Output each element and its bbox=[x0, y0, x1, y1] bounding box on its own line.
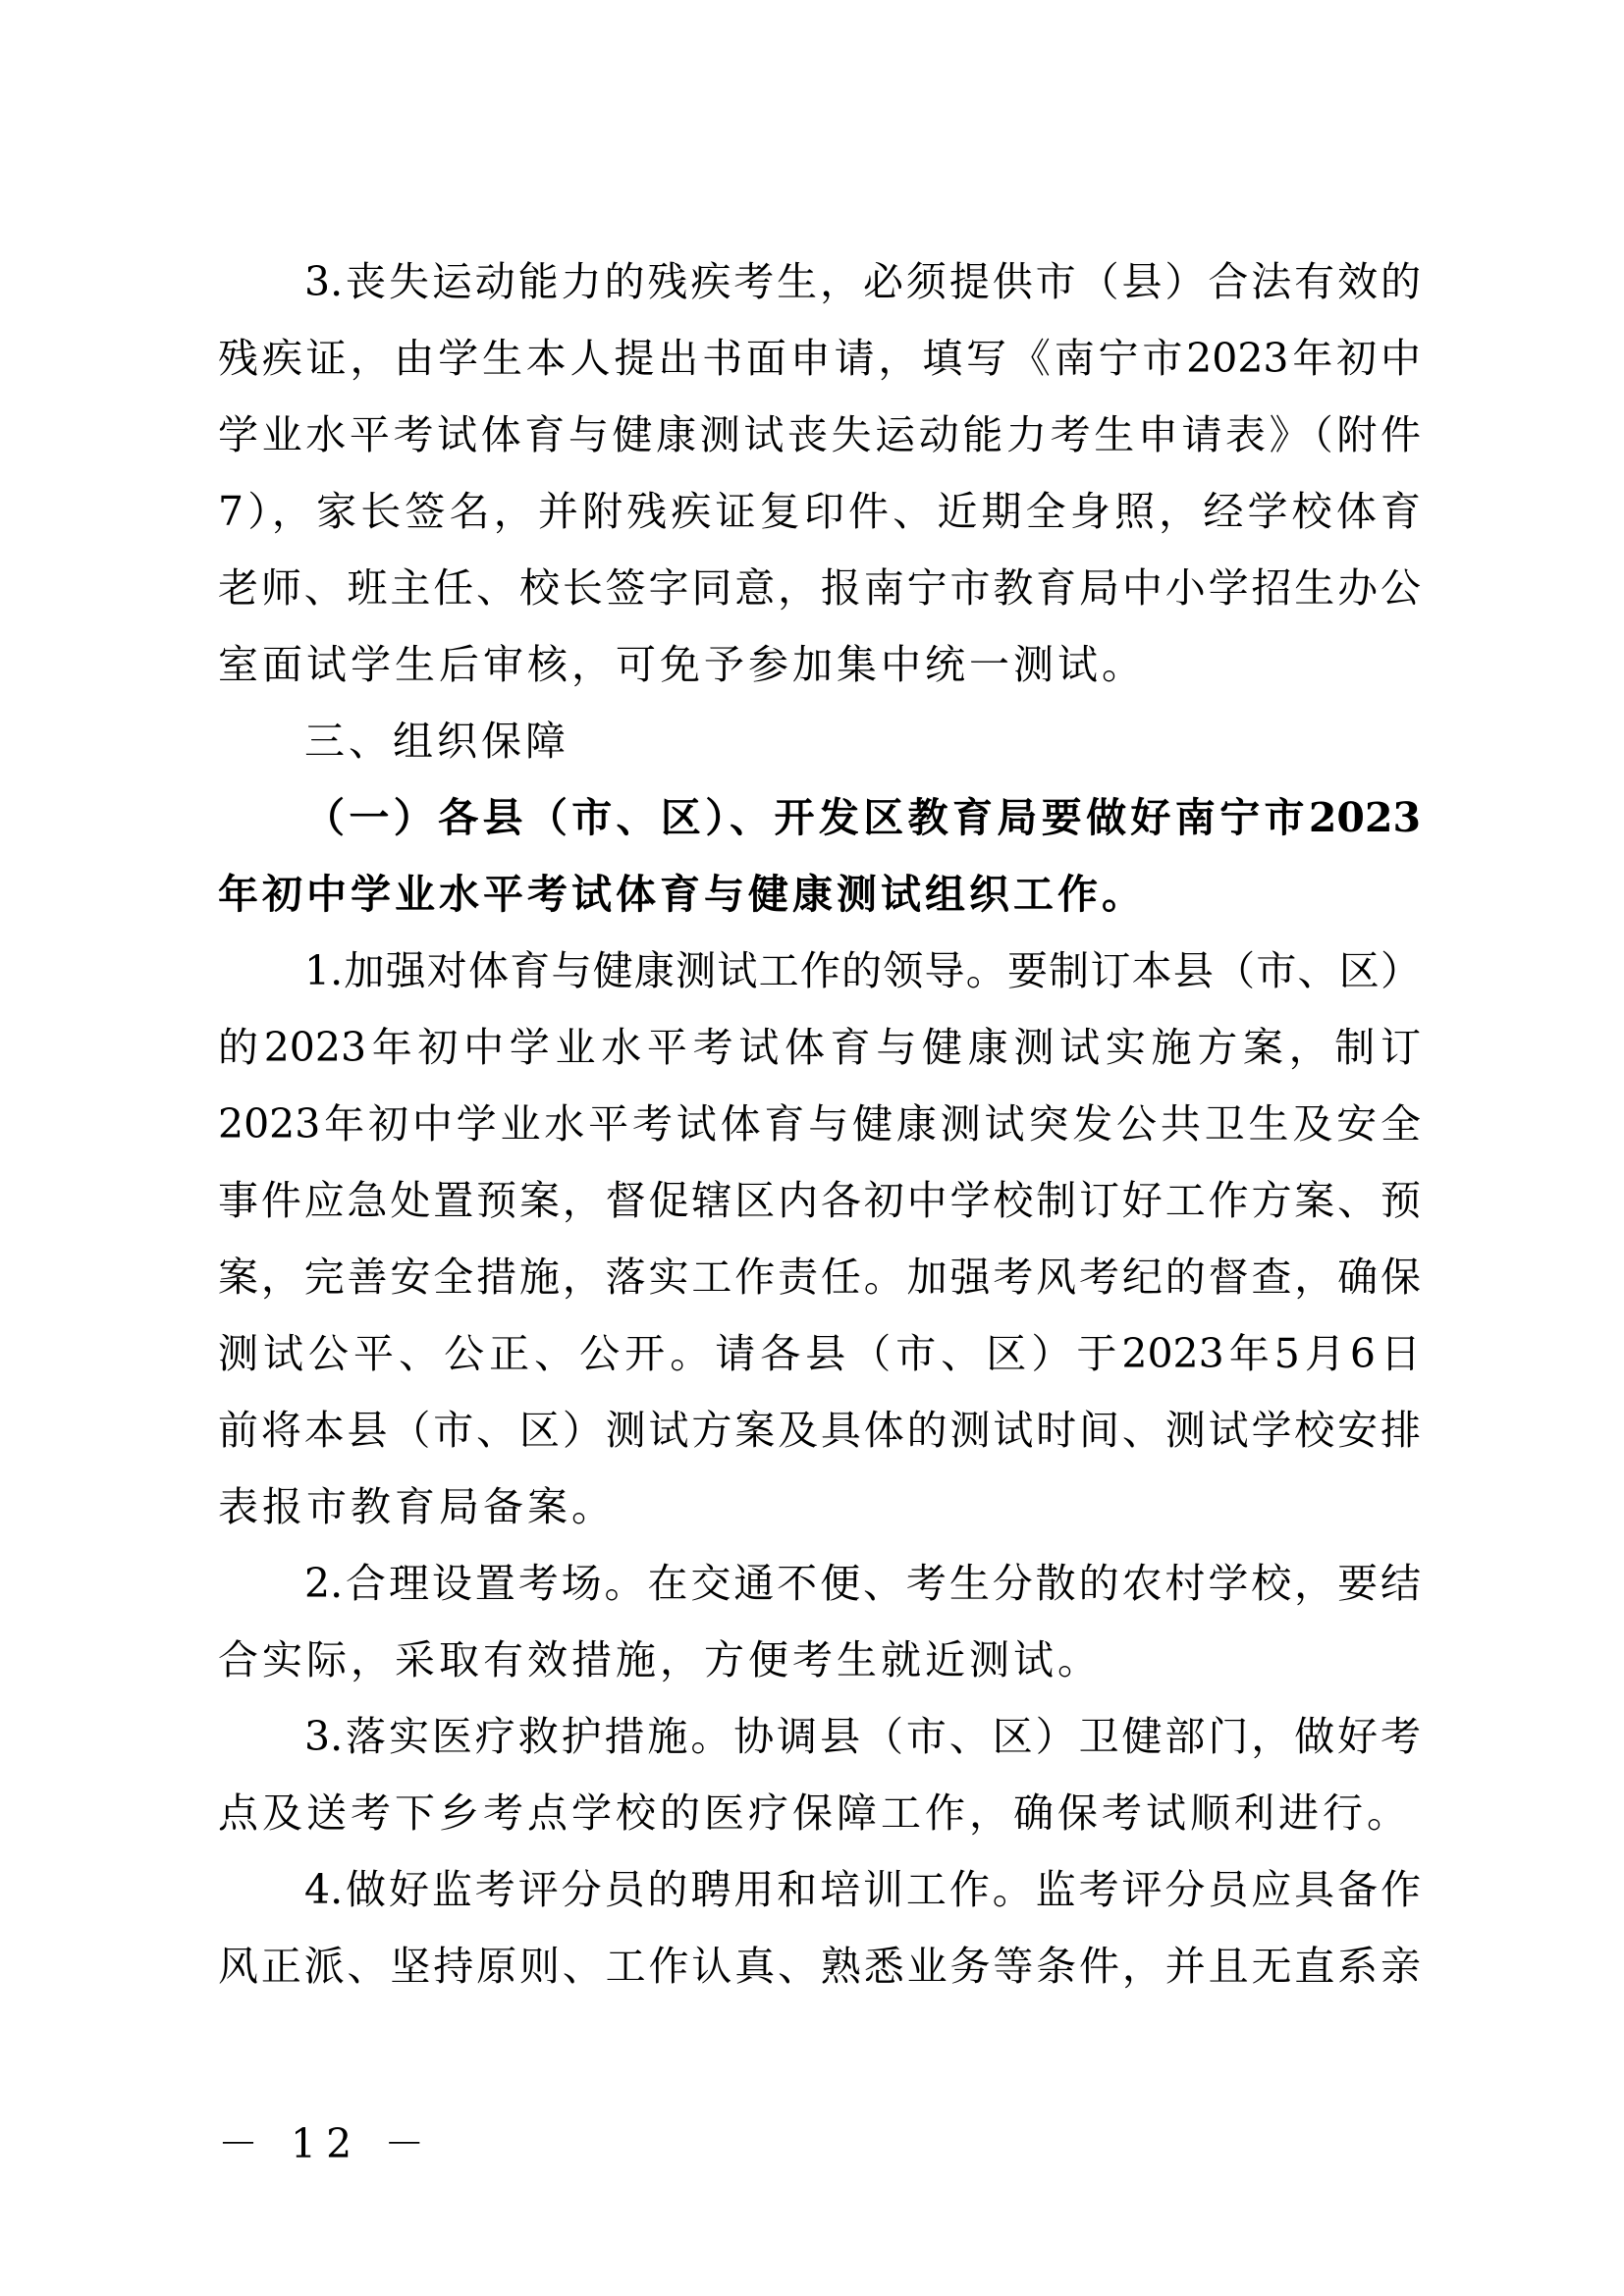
text-line: 三、组织保障 bbox=[304, 718, 569, 765]
text-line: 前将本县（市、区）测试方案及具体的测试时间、测试学校安排 bbox=[218, 1407, 1421, 1454]
text-line: 点及送考下乡考点学校的医疗保障工作，确保考试顺利进行。 bbox=[218, 1789, 1411, 1837]
text-line: 年初中学业水平考试体育与健康测试组织工作。 bbox=[218, 871, 1146, 918]
text-line: 残疾证，由学生本人提出书面申请，填写《南宁市2023年初中 bbox=[218, 335, 1421, 382]
text-line: 3.丧失运动能力的残疾考生，必须提供市（县）合法有效的 bbox=[304, 258, 1421, 305]
text-line: 测试公平、公正、公开。请各县（市、区）于2023年5月6日 bbox=[218, 1330, 1421, 1377]
page-number: － 12 － bbox=[218, 2120, 435, 2167]
document-body bbox=[218, 243, 1421, 2004]
text-line: 事件应急处置预案，督促辖区内各初中学校制订好工作方案、预 bbox=[218, 1177, 1421, 1224]
text-line: （一）各县（市、区）、开发区教育局要做好南宁市2023 bbox=[304, 794, 1421, 841]
text-line: 4.做好监考评分员的聘用和培训工作。监考评分员应具备作 bbox=[304, 1866, 1421, 1913]
text-line: 2023年初中学业水平考试体育与健康测试突发公共卫生及安全 bbox=[218, 1100, 1421, 1148]
text-line: 老师、班主任、校长签字同意，报南宁市教育局中小学招生办公 bbox=[218, 564, 1421, 612]
text-line: 1.加强对体育与健康测试工作的领导。要制订本县（市、区） bbox=[304, 947, 1421, 994]
text-line: 学业水平考试体育与健康测试丧失运动能力考生申请表》（附件 bbox=[218, 411, 1421, 458]
text-line: 室面试学生后审核，可免予参加集中统一测试。 bbox=[218, 641, 1146, 688]
text-line: 7），家长签名，并附残疾证复印件、近期全身照，经学校体育 bbox=[218, 488, 1421, 535]
text-line: 合实际，采取有效措施，方便考生就近测试。 bbox=[218, 1636, 1102, 1683]
text-line: 2.合理设置考场。在交通不便、考生分散的农村学校，要结 bbox=[304, 1560, 1421, 1607]
text-line: 的2023年初中学业水平考试体育与健康测试实施方案，制订 bbox=[218, 1024, 1421, 1071]
text-line: 风正派、坚持原则、工作认真、熟悉业务等条件，并且无直系亲 bbox=[218, 1943, 1421, 1990]
text-line: 案，完善安全措施，落实工作责任。加强考风考纪的督查，确保 bbox=[218, 1254, 1421, 1301]
text-line: 表报市教育局备案。 bbox=[218, 1483, 616, 1530]
text-line: 3.落实医疗救护措施。协调县（市、区）卫健部门，做好考 bbox=[304, 1713, 1421, 1760]
